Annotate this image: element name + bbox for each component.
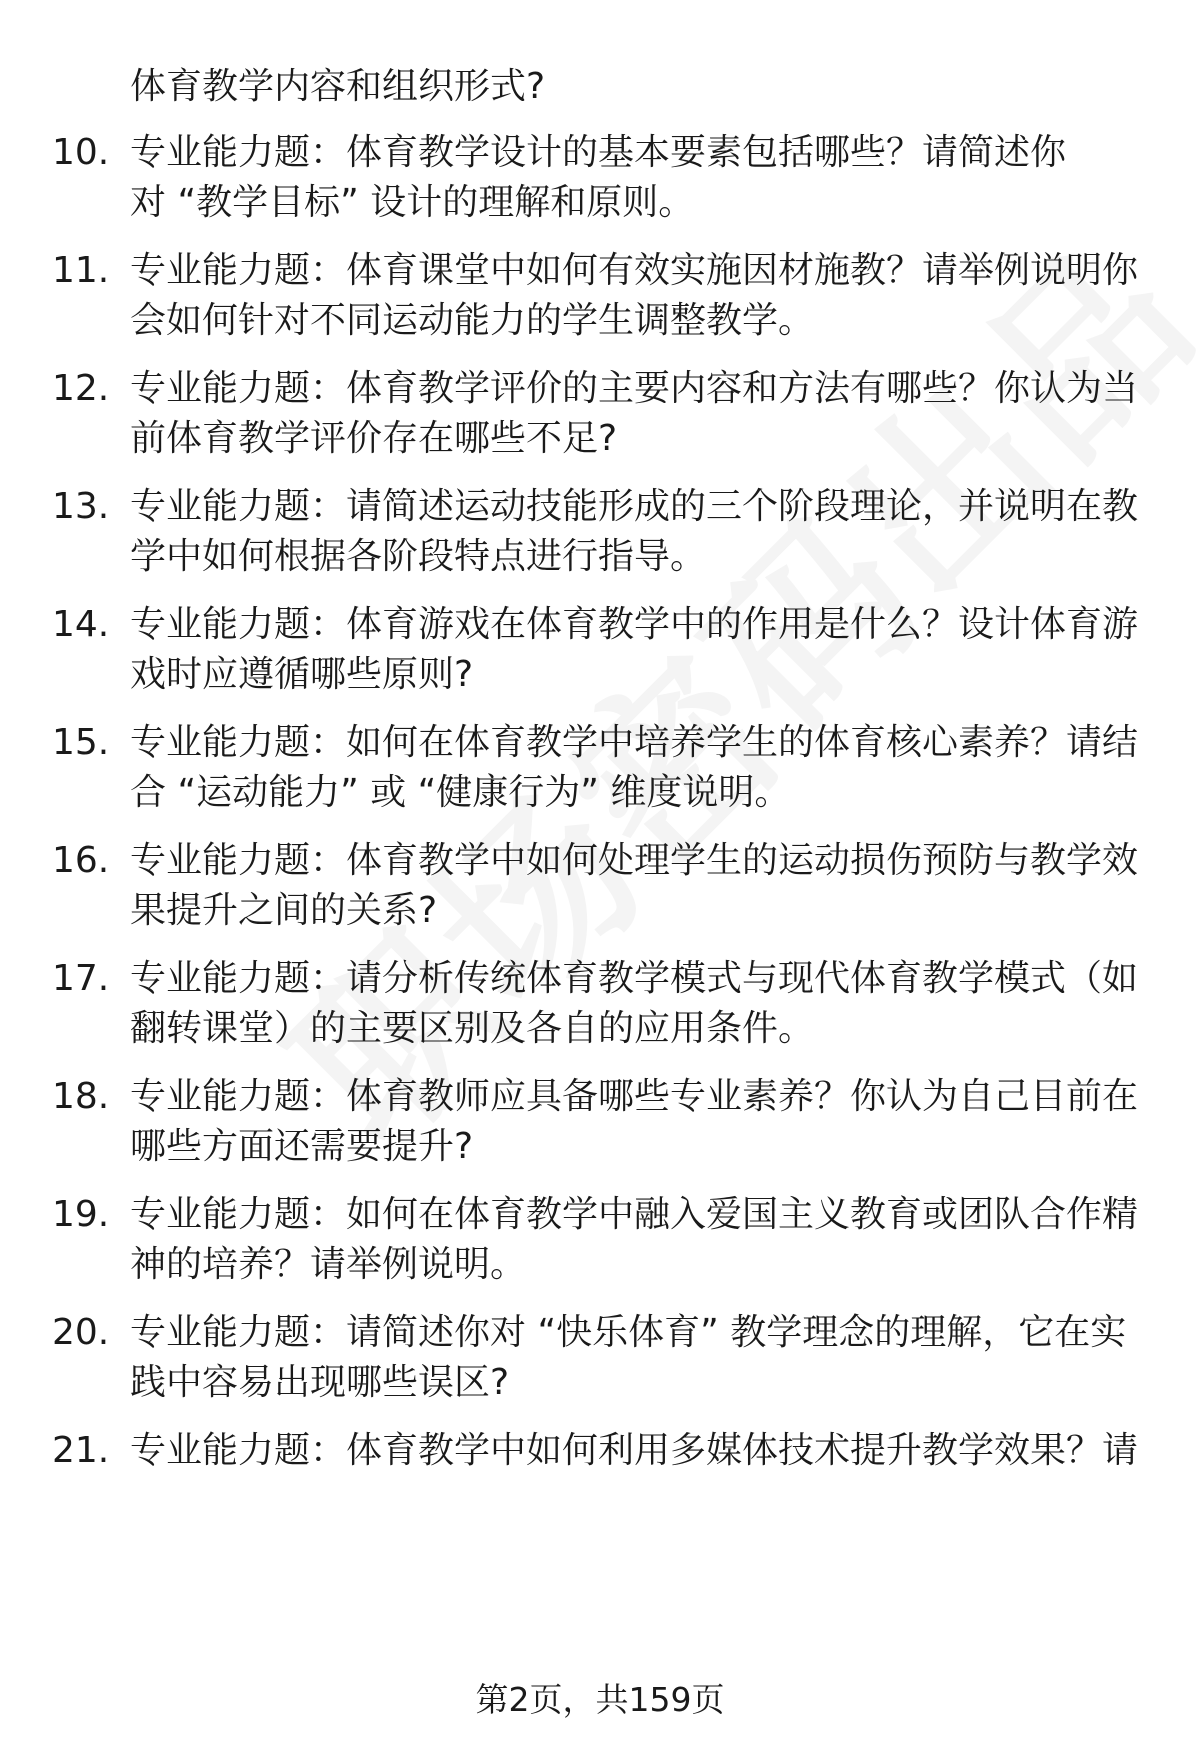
question-text <box>130 954 1140 1054</box>
question-text <box>130 246 1140 346</box>
question-text-line: 果提升之间的关系? <box>130 890 438 931</box>
question-text-line: 对 “教学目标” 设计的理解和原则。 <box>130 182 695 223</box>
question-number: 15. <box>52 722 110 763</box>
question-number: 10. <box>52 132 110 173</box>
question-text-line: 专业能力题：请简述你对 “快乐体育” 教学理念的理解，它在实 <box>130 1312 1127 1353</box>
question-text-line: 专业能力题：体育课堂中如何有效实施因材施教？请举例说明你 <box>130 250 1139 291</box>
question-text-line: 专业能力题：请简述运动技能形成的三个阶段理论，并说明在教 <box>130 486 1139 527</box>
question-number: 16. <box>52 840 110 881</box>
question-text-line: 哪些方面还需要提升? <box>130 1126 474 1167</box>
question-text-line: 专业能力题：体育教学中如何利用多媒体技术提升教学效果？请 <box>130 1430 1139 1471</box>
question-text <box>130 1072 1140 1172</box>
question-number: 12. <box>52 368 110 409</box>
question-text-line: 专业能力题：请分析传统体育教学模式与现代体育教学模式（如 <box>130 958 1139 999</box>
question-text <box>130 1190 1140 1290</box>
question-text-line: 戏时应遵循哪些原则? <box>130 654 474 695</box>
question-text-line: 践中容易出现哪些误区? <box>130 1362 510 1403</box>
question-text-line: 翻转课堂）的主要区别及各自的应用条件。 <box>130 1008 815 1049</box>
continued-question-text: 体育教学内容和组织形式? <box>130 66 546 107</box>
question-text-line: 专业能力题：如何在体育教学中培养学生的体育核心素养？请结 <box>130 722 1139 763</box>
page-number: 第2页，共159页 <box>475 1680 725 1719</box>
question-number: 21. <box>52 1430 110 1471</box>
question-text-line: 专业能力题：体育教学评价的主要内容和方法有哪些？你认为当 <box>130 368 1139 409</box>
question-text-line: 学中如何根据各阶段特点进行指导。 <box>130 536 707 577</box>
question-number: 17. <box>52 958 110 999</box>
question-number: 20. <box>52 1312 110 1353</box>
question-number: 13. <box>52 486 110 527</box>
question-text <box>130 836 1140 936</box>
question-text <box>130 600 1140 700</box>
question-text-line: 会如何针对不同运动能力的学生调整教学。 <box>130 300 815 341</box>
question-text-line: 专业能力题：如何在体育教学中融入爱国主义教育或团队合作精 <box>130 1194 1139 1235</box>
question-number: 18. <box>52 1076 110 1117</box>
question-text-line: 神的培养？请举例说明。 <box>130 1244 527 1285</box>
question-text <box>130 718 1140 818</box>
question-text-line: 专业能力题：体育教学中如何处理学生的运动损伤预防与教学效 <box>130 840 1139 881</box>
question-text-line: 合 “运动能力” 或 “健康行为” 维度说明。 <box>130 772 791 813</box>
question-text-line: 专业能力题：体育教学设计的基本要素包括哪些？请简述你 <box>130 132 1067 173</box>
question-text <box>130 1308 1140 1408</box>
question-text <box>130 128 1140 228</box>
question-number: 19. <box>52 1194 110 1235</box>
question-number: 14. <box>52 604 110 645</box>
question-number: 11. <box>52 250 110 291</box>
question-text <box>130 364 1140 464</box>
question-text-line: 前体育教学评价存在哪些不足? <box>130 418 618 459</box>
question-text-line: 专业能力题：体育游戏在体育教学中的作用是什么？设计体育游 <box>130 604 1139 645</box>
question-text <box>130 1426 1140 1476</box>
question-text <box>130 482 1140 582</box>
question-text-line: 专业能力题：体育教师应具备哪些专业素养？你认为自己目前在 <box>130 1076 1139 1117</box>
